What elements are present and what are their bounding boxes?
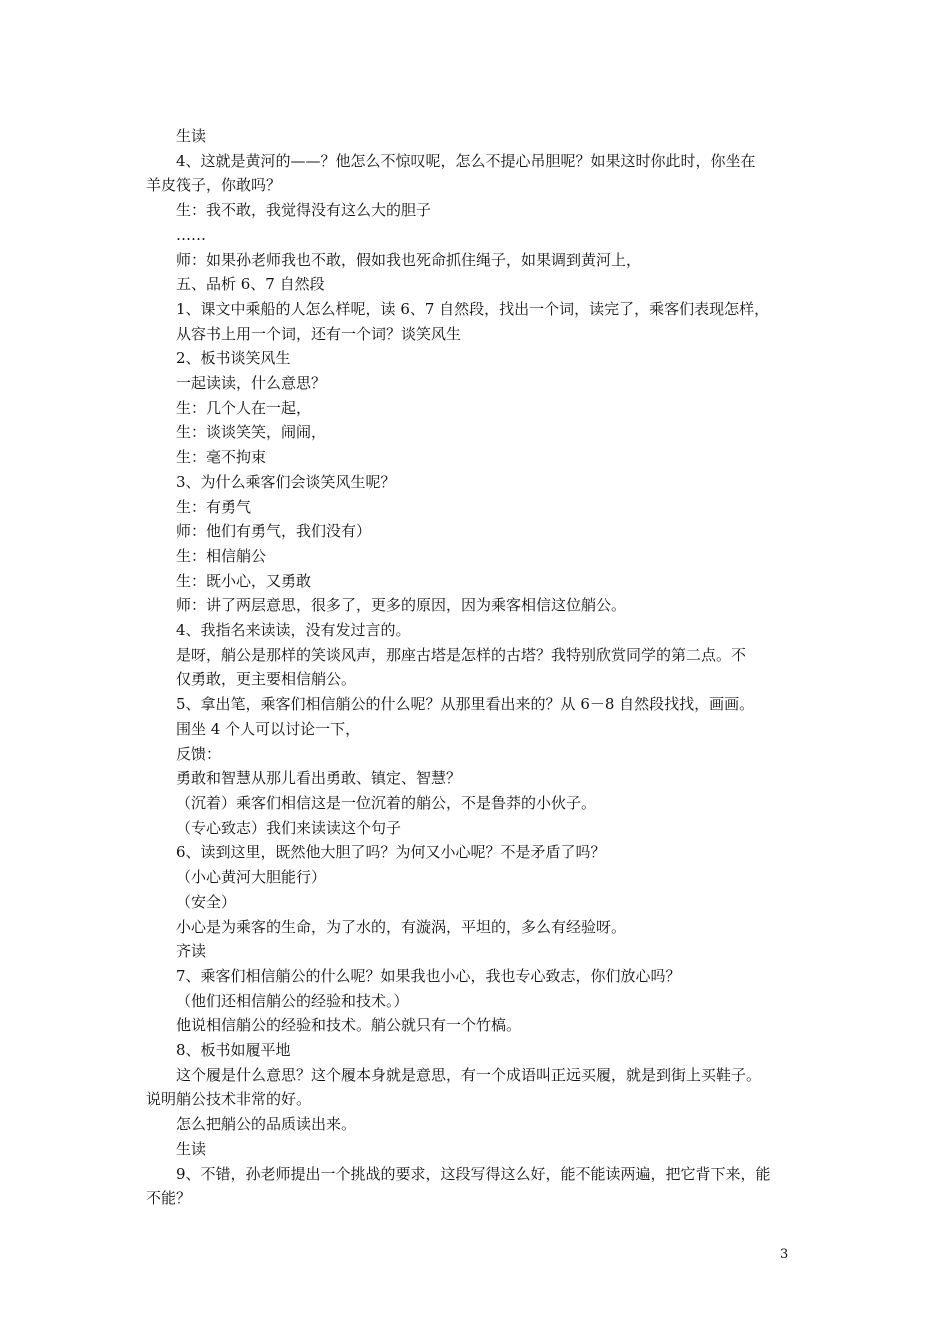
- text-line: 3、为什么乘客们会谈笑风生呢？: [176, 472, 396, 491]
- text-line: 4、我指名来读读，没有发过言的。: [176, 621, 411, 640]
- text-line: 6、读到这里，既然他大胆了吗？为何又小心呢？不是矛盾了吗？: [176, 843, 606, 862]
- text-line: 师：他们有勇气，我们没有）: [176, 522, 372, 541]
- text-line: 一起读读，什么意思？: [176, 374, 327, 393]
- text-line: 从容书上用一个词，还有一个词？谈笑风生: [176, 324, 462, 343]
- text-line: 2、板书谈笑风生: [176, 349, 291, 368]
- text-line: 小心是为乘客的生命，为了水的，有漩涡，平坦的，多么有经验呀。: [176, 917, 627, 936]
- text-line: 五、品析 6、7 自然段: [176, 275, 325, 294]
- text-line: 7、乘客们相信艄公的什么呢？如果我也小心，我也专心致志，你们放心吗？: [176, 966, 681, 985]
- text-line: 1、课文中乘船的人怎么样呢，读 6、7 自然段，找出一个词，读完了，乘客们表现怎样，: [176, 299, 770, 318]
- document-body: [146, 124, 814, 1211]
- text-line: 生读: [176, 1139, 207, 1158]
- text-line: 生：既小心，又勇敢: [176, 571, 312, 590]
- text-line: 仅勇敢，更主要相信艄公。: [176, 670, 357, 689]
- text-line: 生：几个人在一起，: [176, 398, 312, 417]
- text-line: 勇敢和智慧从那儿看出勇敢、镇定、智慧？: [176, 769, 462, 788]
- text-line: 反馈：: [176, 744, 222, 763]
- text-line: 生：毫不拘束: [176, 448, 267, 467]
- page-number: 3: [780, 1247, 789, 1262]
- text-line: ……: [176, 225, 206, 244]
- text-line: 这个履是什么意思？这个履本身就是意思，有一个成语叫正远买履，就是到街上买鞋子。: [176, 1065, 762, 1084]
- text-line: 4、这就是黄河的——？他怎么不惊叹呢，怎么不提心吊胆呢？如果这时你此时，你坐在: [176, 151, 756, 170]
- text-line: 师：讲了两层意思，很多了，更多的原因，因为乘客相信这位艄公。: [176, 596, 627, 615]
- text-line: 生：谈谈笑笑，闹闹，: [176, 423, 327, 442]
- text-line: 他说相信艄公的经验和技术。艄公就只有一个竹槁。: [176, 1016, 522, 1035]
- text-line: 围坐 4 个人可以讨论一下，: [176, 719, 361, 738]
- text-line: 师：如果孙老师我也不敢，假如我也死命抓住绳子，如果调到黄河上，: [176, 250, 642, 269]
- text-line: 8、板书如履平地: [176, 1041, 291, 1060]
- text-line: 羊皮筏子，你敢吗？: [146, 176, 282, 195]
- text-line: （专心致志）我们来读读这个句子: [176, 818, 402, 837]
- text-line: 5、拿出笔，乘客们相信艄公的什么呢？从那里看出来的？从 6－8 自然段找找，画画。: [176, 695, 755, 714]
- text-line: （小心黄河大胆能行）: [176, 868, 327, 887]
- text-line: 生读: [176, 127, 207, 145]
- text-line: 生：我不敢，我觉得没有这么大的胆子: [176, 201, 432, 220]
- text-line: 9、不错，孙老师提出一个挑战的要求，这段写得这么好，能不能读两遍，把它背下来，能: [176, 1164, 771, 1183]
- text-line: 不能？: [146, 1189, 192, 1208]
- text-line: 生：有勇气: [176, 497, 252, 516]
- text-line: 说明艄公技术非常的好。: [146, 1090, 312, 1109]
- text-line: （安全）: [176, 892, 237, 911]
- text-line: 是呀，艄公是那样的笑谈风声，那座古塔是怎样的古塔？我特别欣赏同学的第二点。不: [176, 645, 747, 664]
- text-line: （他们还相信艄公的经验和技术。）: [176, 991, 409, 1010]
- text-line: 怎么把艄公的品质读出来。: [176, 1115, 357, 1134]
- text-line: 齐读: [176, 942, 207, 961]
- text-line: （沉着）乘客们相信这是一位沉着的艄公，不是鲁莽的小伙子。: [176, 793, 597, 812]
- text-line: 生：相信艄公: [176, 546, 267, 565]
